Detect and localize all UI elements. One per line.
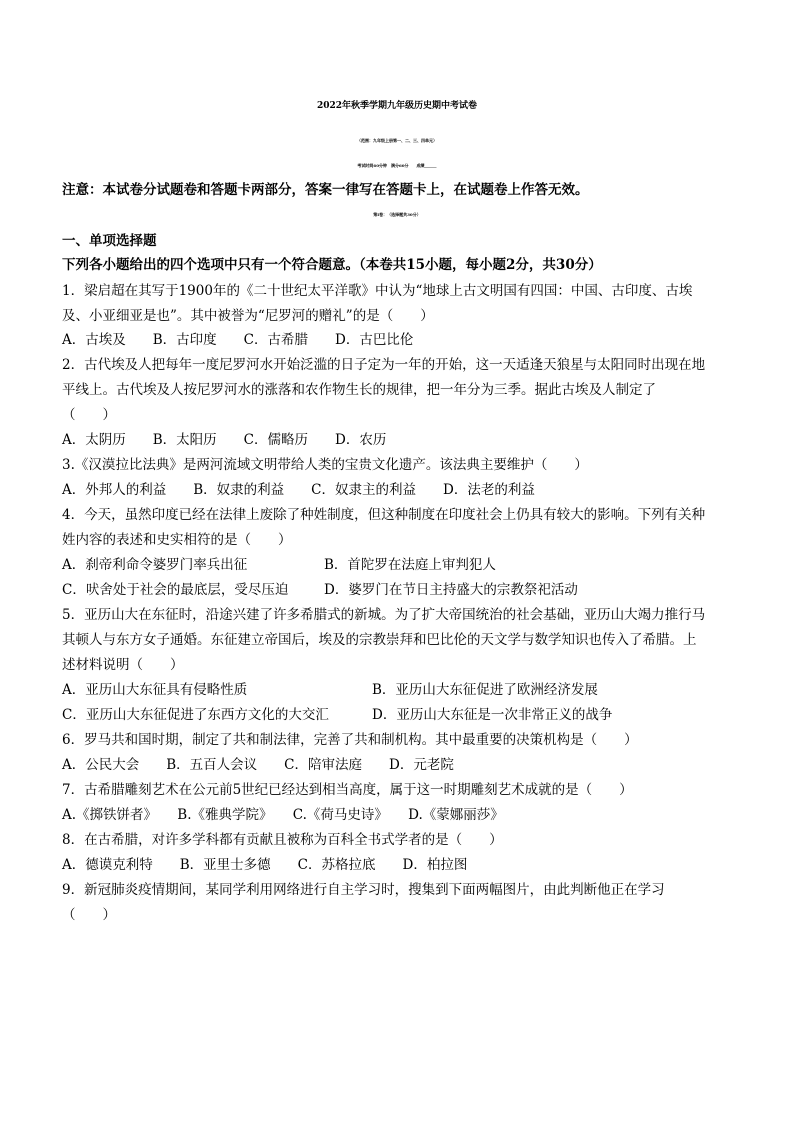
question-2-line-3: （ ） [62,407,116,423]
question-6-line-1: 6．罗马共和国时期，制定了共和制法律，完善了共和制机构。其中最重要的决策机构是（ ） [62,732,638,748]
question-4-line-2: 姓内容的表述和史实相符的是（ ） [62,532,292,548]
question-4-option-a: A．刹帝利命令婆罗门率兵出征 [62,557,248,573]
question-4-line-1: 4．今天，虽然印度已经在法律上废除了种姓制度，但这种制度在印度社会上仍具有较大的影响。下列有关种 [62,507,706,523]
question-8-options: A．德谟克利特 B．亚里士多德 C．苏格拉底 D．柏拉图 [62,857,468,873]
question-7-options: A.《掷铁饼者》 B.《雅典学院》 C.《荷马史诗》 D.《蒙娜丽莎》 [62,807,504,823]
question-8-line-1: 8．在古希腊，对许多学科都有贡献且被称为百科全书式学者的是（ ） [62,832,503,848]
question-1-line-1: 1．梁启超在其写于1900年的《二十世纪太平洋歌》中认为“地球上古文明国有四国：中国、古印度、古埃 [62,283,693,299]
question-3-options: A．外邦人的利益 B．奴隶的利益 C．奴隶主的利益 D．法老的利益 [62,482,535,498]
question-2-line-2: 平线上。古代埃及人按尼罗河水的涨落和农作物生长的规律，把一年分为三季。据此古埃及人制定了 [62,382,656,398]
part-one-heading: 第Ⅰ卷：（选择题共30分） [373,212,421,217]
exam-title: 2022年秋季学期九年级历史期中考试卷 [316,101,478,111]
question-6-options: A．公民大会 B．五百人会议 C．陪审法庭 D．元老院 [62,757,454,773]
exam-info: 考试时间60分钟 满分60分 成绩______ [357,163,437,168]
question-5-line-1: 5．亚历山大在东征时，沿途兴建了许多希腊式的新城。为了扩大帝国统治的社会基础，亚历山大竭力推行马 [62,607,706,623]
question-4-option-c: C．吠舍处于社会的最底层，受尽压迫 [62,582,289,598]
question-7-line-1: 7．古希腊雕刻艺术在公元前5世纪已经达到相当高度，属于这一时期雕刻艺术成就的是（ ） [62,782,633,798]
question-2-line-1: 2．古代埃及人把每年一度尼罗河水开始泛滥的日子定为一年的开始，这一天适逢天狼星与太阳同时出现在地 [62,357,706,373]
question-5-line-2: 其顿人与东方女子通婚。东征建立帝国后，埃及的宗教崇拜和巴比伦的天文学与数学知识也传入了希腊。上 [62,632,697,648]
question-9-line-2: （ ） [62,907,116,923]
question-9-line-1: 9．新冠肺炎疫情期间，某同学利用网络进行自主学习时，搜集到下面两幅图片，由此判断他正在学习 [62,882,665,898]
question-5-option-a: A．亚历山大东征具有侵略性质 [62,682,248,698]
question-5-line-3: 述材料说明（ ） [62,657,184,673]
question-1-line-2: 及、小亚细亚是也”。其中被誉为“尼罗河的赠礼”的是（ ） [62,308,434,324]
question-2-options: A．太阴历 B．太阳历 C．儒略历 D．农历 [62,432,387,448]
question-1-options: A．古埃及 B．古印度 C．古希腊 D．古巴比伦 [62,332,414,348]
question-5-option-b: B．亚历山大东征促进了欧洲经济发展 [372,682,598,698]
exam-notice: 注意：本试卷分试题卷和答题卡两部分，答案一律写在答题卡上，在试题卷上作答无效。 [62,182,589,198]
question-4-option-d: D．婆罗门在节日主持盛大的宗教祭祀活动 [324,582,578,598]
question-4-option-b: B．首陀罗在法庭上审判犯人 [324,557,496,573]
question-5-option-d: D．亚历山大东征是一次非常正义的战争 [372,707,613,723]
exam-range: （范围：九年级上册第一、二、三、四单元） [357,138,437,143]
section-instruction: 下列各小题给出的四个选项中只有一个符合题意。（本卷共15小题，每小题2分，共30分） [62,257,602,273]
section-heading: 一、单项选择题 [62,233,157,249]
question-3-line-1: 3.《汉漠拉比法典》是两河流域文明带给人类的宝贵文化遗产。该法典主要维护（ ） [62,457,588,473]
question-5-option-c: C．亚历山大东征促进了东西方文化的大交汇 [62,707,329,723]
